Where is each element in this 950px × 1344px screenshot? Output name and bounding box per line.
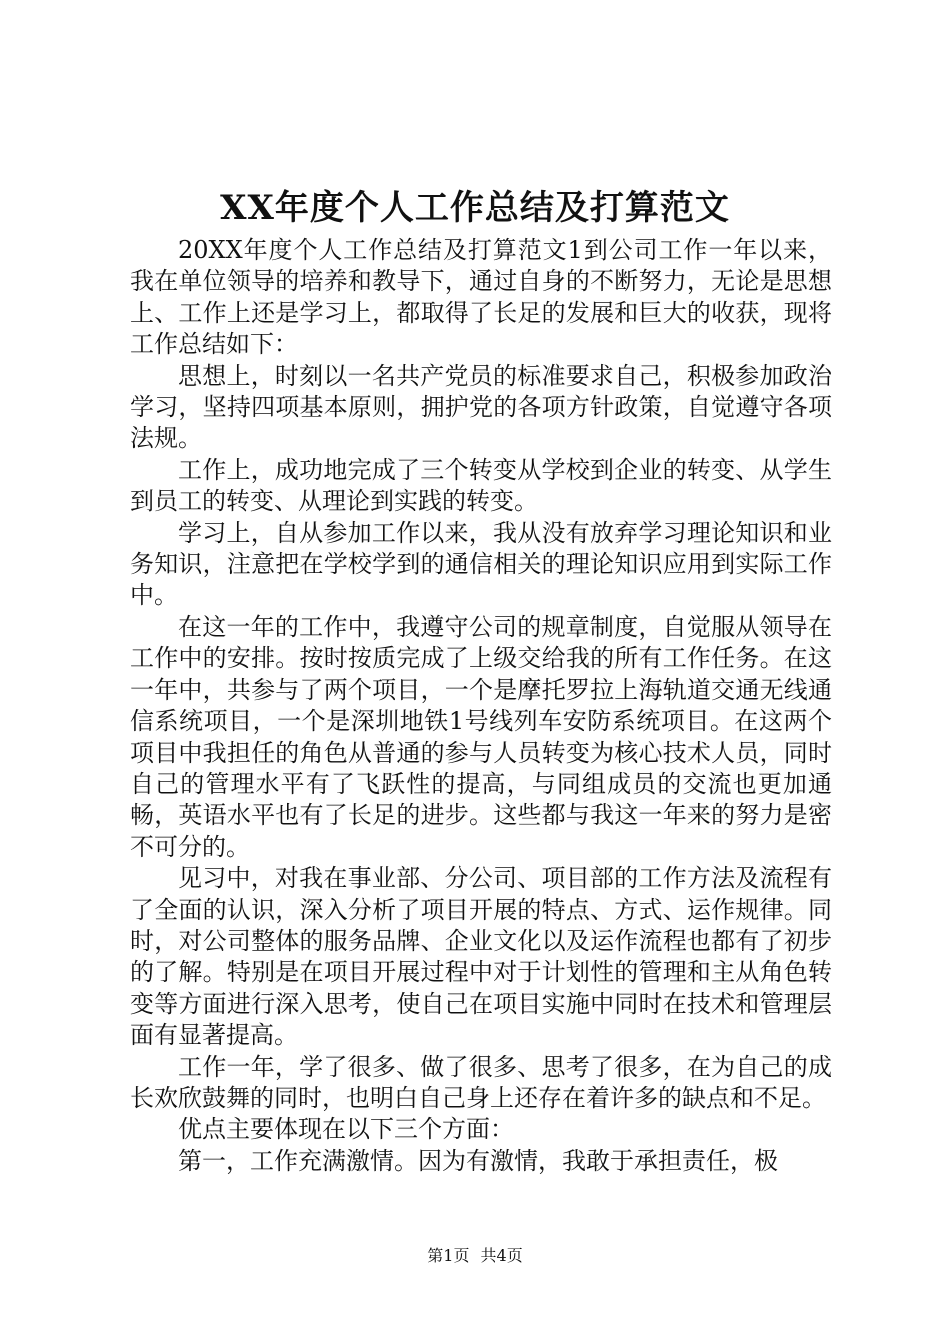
paragraph-intro: 20XX年度个人工作总结及打算范文1到公司工作一年以来，我在单位领导的培养和教导下，通过自身的不断努力，无论是思想上、工作上还是学习上，都取得了长足的发展和巨大的收获，现将工作总结如下： bbox=[130, 236, 832, 359]
paragraph-thought: 思想上，时刻以一名共产党员的标准要求自己，积极参加政治学习，坚持四项基本原则，拥护党的各项方针政策，自觉遵守各项法规。 bbox=[130, 361, 832, 453]
paragraph-reflection: 工作一年，学了很多、做了很多、思考了很多，在为自己的成长欢欣鼓舞的同时，也明白自己身上还存在着许多的缺点和不足。 bbox=[130, 1052, 832, 1112]
page-footer bbox=[0, 1244, 950, 1268]
paragraph-projects: 在这一年的工作中，我遵守公司的规章制度，自觉服从领导在工作中的安排。按时按质完成了上级交给我的所有工作任务。在这一年中，共参与了两个项目，一个是摩托罗拉上海轨道交通无线通信系统项目，一个是深圳地铁1号线列车安防系统项目。在这两个项目中我担任的角色从普通的参与人员转变为核心技术人员，同时自己的管理水平有了飞跃性的提高，与同组成员的交流也更加通畅，英语水平也有了长足的进步。这些都与我这一年来的努力是密不可分的。 bbox=[130, 612, 832, 861]
document-body bbox=[130, 235, 832, 1177]
page-total: 共4页 bbox=[480, 1246, 523, 1265]
paragraph-study: 学习上，自从参加工作以来，我从没有放弃学习理论知识和业务知识，注意把在学校学到的通信相关的理论知识应用到实际工作中。 bbox=[130, 518, 832, 610]
paragraph-work: 工作上，成功地完成了三个转变从学校到企业的转变、从学生到员工的转变、从理论到实践的转变。 bbox=[130, 455, 832, 516]
document-title: XX年度个人工作总结及打算范文 bbox=[220, 188, 730, 228]
paragraph-strength-first: 第一，工作充满激情。因为有激情，我敢于承担责任，极 bbox=[178, 1146, 778, 1175]
paragraph-strengths-intro: 优点主要体现在以下三个方面： bbox=[178, 1115, 514, 1144]
paragraph-internship: 见习中，对我在事业部、分公司、项目部的工作方法及流程有了全面的认识，深入分析了项目开展的特点、方式、运作规律。同时，对公司整体的服务品牌、企业文化以及运作流程也都有了初步的了解。特别是在项目开展过程中对于计划性的管理和主从角色转变等方面进行深入思考，使自己在项目实施中同时在技术和管理层面有显著提高。 bbox=[130, 864, 832, 1050]
page-number: 第1页 bbox=[427, 1246, 470, 1265]
